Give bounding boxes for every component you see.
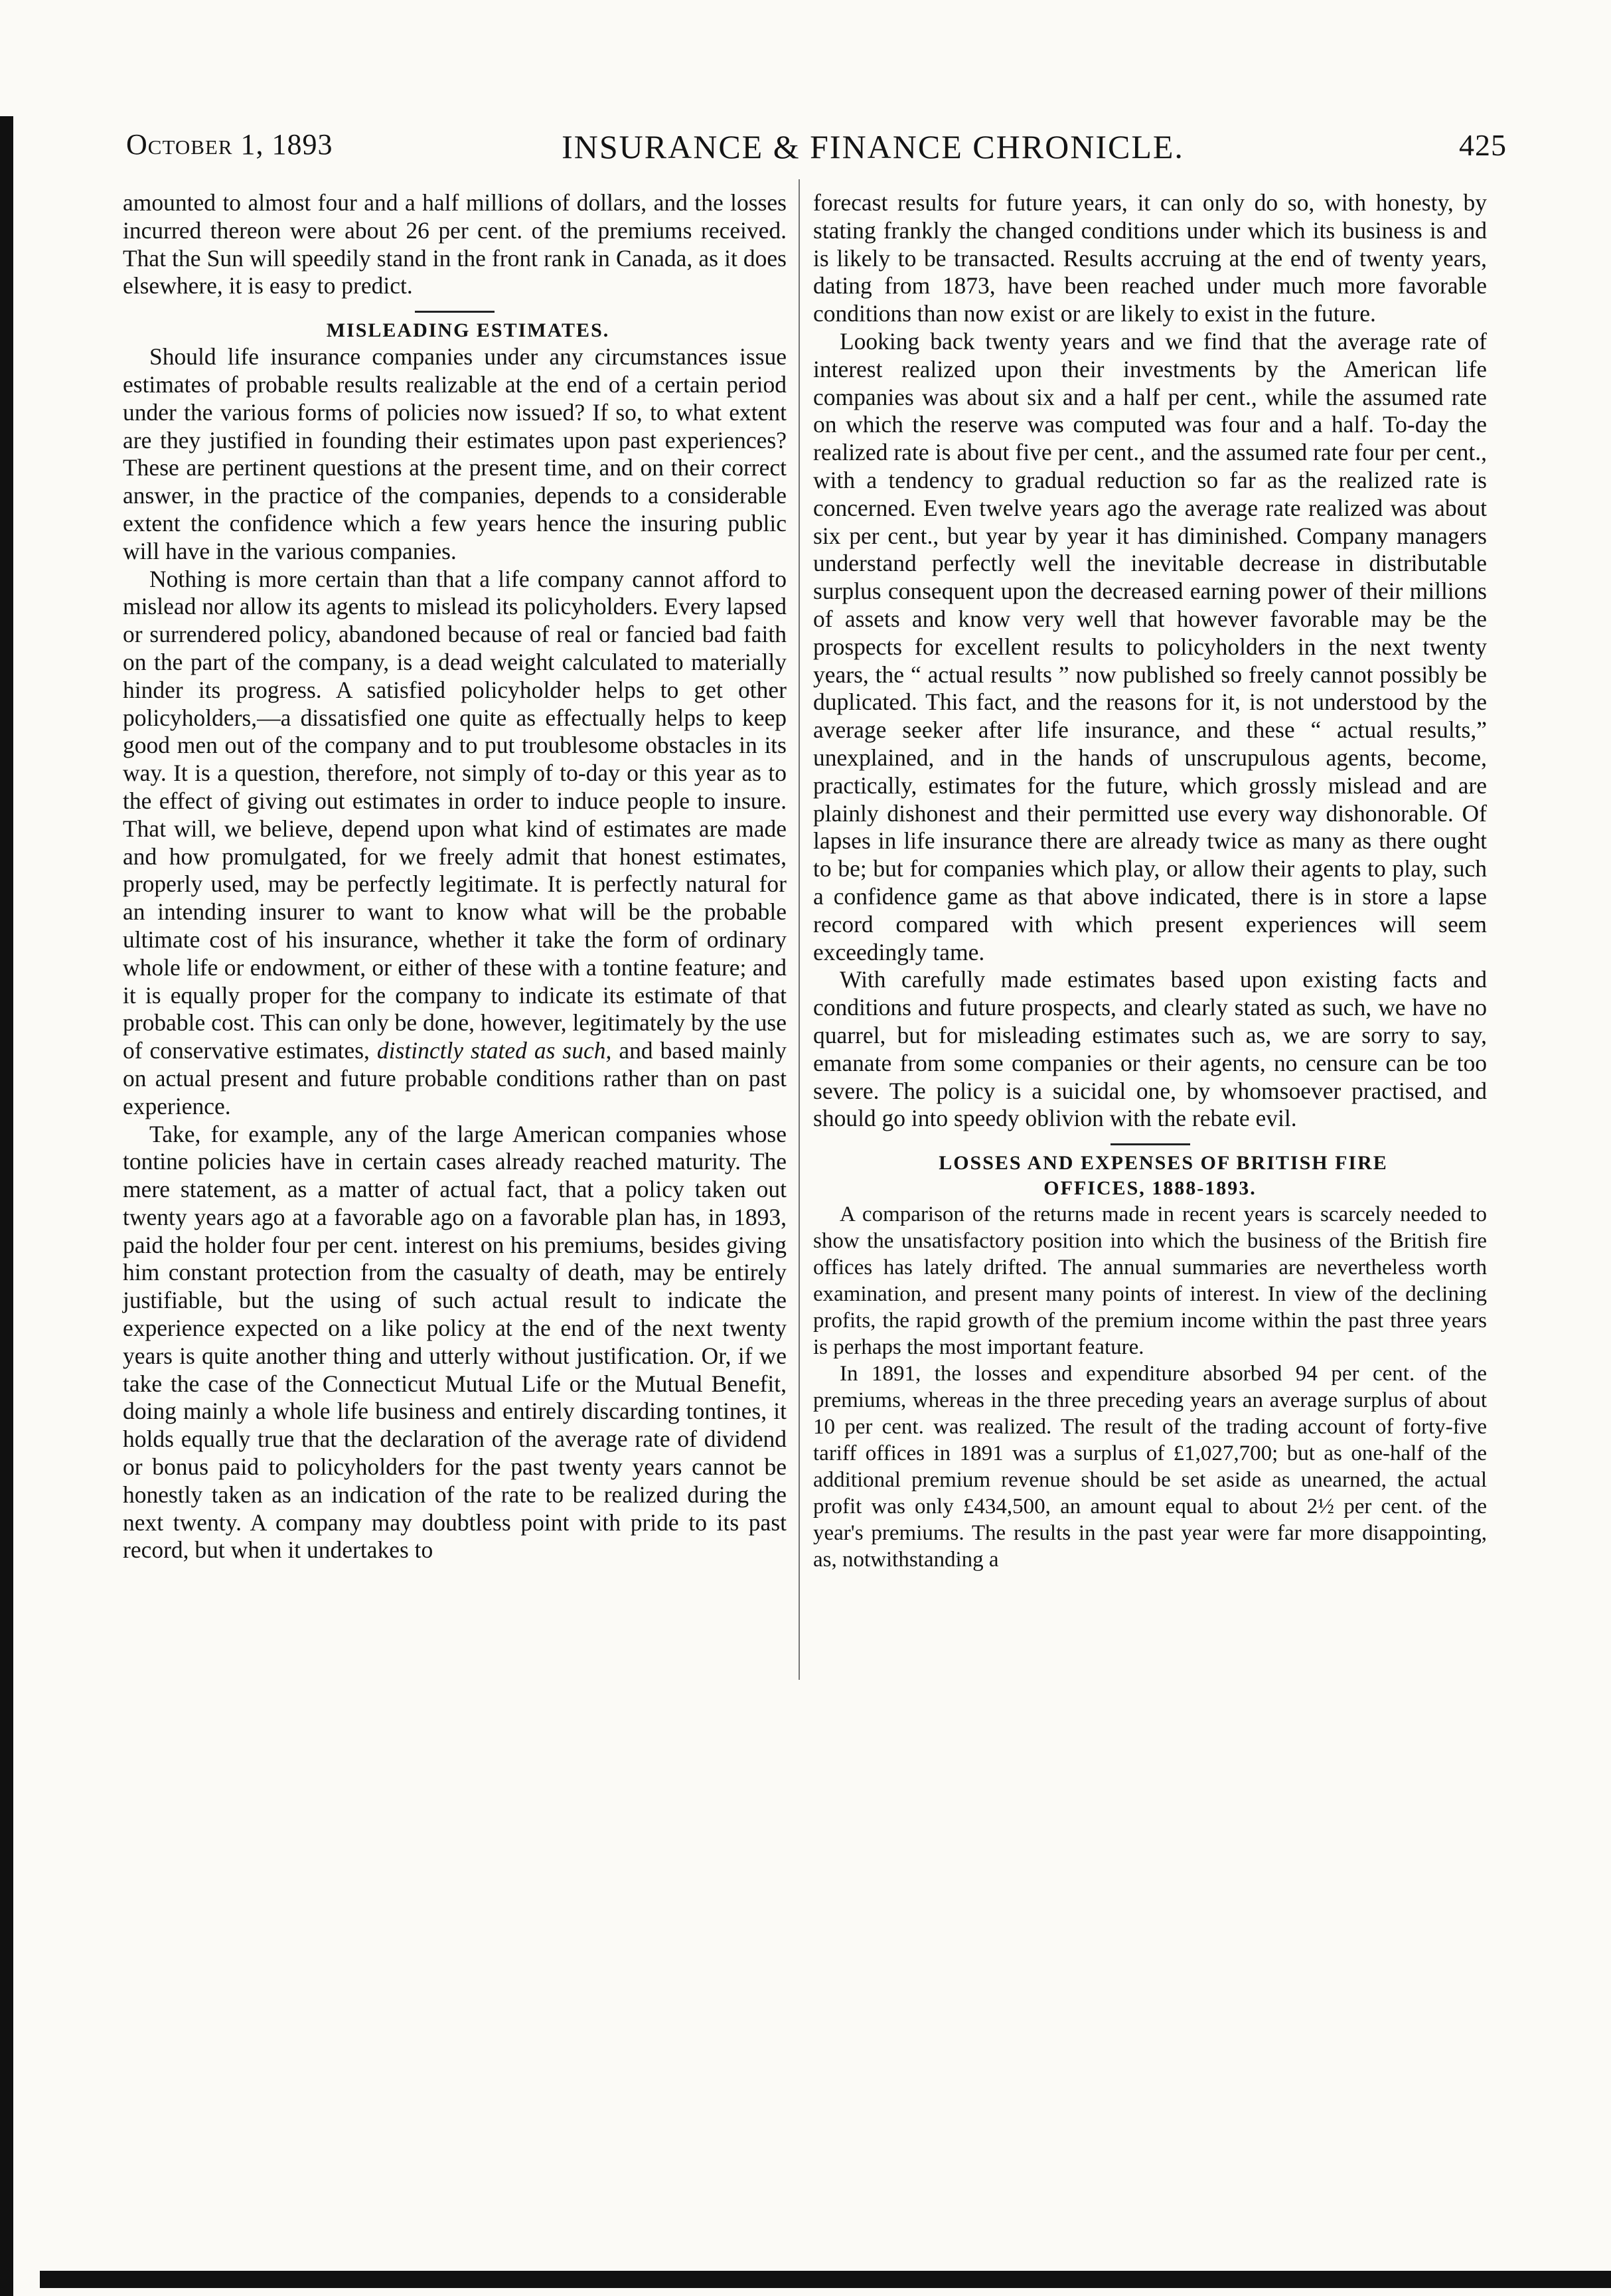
column-divider [799, 179, 800, 1680]
paragraph: Looking back twenty years and we find that the average rate of interest realized upon their investments by the American life companies was about six and a half per cent., while the assumed rate on which the reserve was computed was four and a half. To-day the realized rate is about five per cent., and the assumed rate four per cent., with a tendency to gradual reduction so far as the realized rate is concerned. Even twelve years ago the average rate realized was about six per cent., but year by year it has diminished. Company managers understand perfectly well the inevitable decrease in distributable surplus consequent upon the decreased earning power of their millions of assets and know very well that however favorable may be the prospects for excellent results to policyholders in the next twenty years, the “ actual results ” now published so freely cannot possibly be duplicated. This fact, and the reasons for it, is not understood by the average seeker after life insurance, and these “ actual results,” unexplained, and in the hands of unscrupulous agents, become, practically, estimates for the future, which grossly mislead and are plainly dishonest and their permitted use every way dishonorable. Of lapses in life insurance there are already twice as many as there ought to be; but for companies which play, or allow their agents to play, such a confidence game as that above indicated, there is in store a lapse record compared with which present experiences will seem exceedingly tame. [813, 327, 1487, 965]
paragraph: In 1891, the losses and expenditure absorbed 94 per cent. of the premiums, whereas in the three preceding years an average surplus of about 10 per cent. was realized. The result of the trading account of forty-five tariff offices in 1891 was a surplus of £1,027,700; but as one-half of the additional premium revenue should be set aside as unearned, the actual profit was only £434,500, an amount equal to about 2½ per cent. of the year's premiums. The results in the past year were far more disappointing, as, notwithstanding a [813, 1362, 1487, 1572]
section-heading-line: LOSSES AND EXPENSES OF BRITISH FIRE [939, 1152, 1388, 1175]
paragraph: A comparison of the returns made in recent years is scarcely needed to show the unsatisfactory position into which the business of the British fire offices has lately drifted. The annual summaries are nevertheless worth examination, and present many points of interest. In view of the declining profits, the rapid growth of the premium income within the past three years is perhaps the most important feature. [813, 1202, 1487, 1360]
paragraph: With carefully made estimates based upon existing facts and conditions and future prospects, and clearly stated as such, we have no quarrel, but for misleading estimates such as, we are sorry to say, emanate from some companies or their agents, no censure can be too severe. The policy is a suicidal one, by whomsoever practised, and should go into speedy oblivion with the rebate evil. [813, 966, 1487, 1132]
bottom-scan-edge [40, 2271, 1611, 2288]
paragraph: Take, for example, any of the large American companies whose tontine policies have in certain cases already reached maturity. The mere statement, as a matter of actual fact, that a policy taken out twenty years ago at a favorable ago on a favorable plan has, in 1893, paid the holder four per cent. interest on his premiums, besides giving him constant protection from the casualty of death, may be entirely justifiable, but the using of such actual result to indicate the experience expected on a like policy at the end of the next twenty years is quite another thing and utterly without justification. Or, if we take the case of the Connecticut Mutual Life or the Mutual Benefit, doing mainly a whole life business and entirely discarding tontines, it holds equally true that the declaration of the average rate of dividend or bonus paid to policyholders for the past twenty years cannot be honestly taken as an indication of the rate to be realized during the next twenty. A company may doubtless point with pride to its past record, but when it undertakes to [123, 1120, 787, 1564]
running-head [126, 127, 1507, 167]
italic-emphasis: distinctly stated as such, [376, 1037, 612, 1064]
right-column [813, 189, 1487, 1573]
paragraph-text: Nothing is more certain than that a life company cannot afford to mislead nor allow its agents to mislead its policyholders. Every lapsed or surrendered policy, abandoned because of real or fancied bad faith on the part of the company, is a dead weight calculated to materially hinder its progress. A satisfied policyholder helps to get other policyholders,—a dissatisfied one quite as effectually helps to keep good men out of the company and to put troublesome obstacles in its way. It is a question, therefore, not simply of to-day or this year as to the effect of giving out estimates in order to induce people to insure. That will, we believe, depend upon what kind of estimates are made and how promulgated, for we freely admit that honest estimates, properly used, may be perfectly legitimate. It is perfectly natural for an intending insurer to want to know what will be the probable ultimate cost of his insurance, whether it take the form of ordinary whole life or endowment, or either of these with a tontine feature; and it is equally proper for the company to indicate its estimate of that probable cost. This can only be done, however, legitimately by the use of conservative estimates, [123, 565, 787, 1064]
intro-paragraph: amounted to almost four and a half millions of dollars, and the losses incurred thereon were about 26 per cent. of the premiums received. That the Sun will speedily stand in the front rank in Canada, as it does elsewhere, it is easy to predict. [123, 189, 787, 299]
section-rule [1111, 1143, 1190, 1145]
section-heading-british-fire-offices [813, 1151, 1487, 1201]
issue-date: October 1, 1893 [126, 128, 333, 161]
scan-edge-shadow [0, 116, 13, 2296]
page-number: 425 [1459, 128, 1507, 162]
paragraph: Should life insurance companies under any circumstances issue estimates of probable results realizable at the end of a certain period under the various forms of policies now issued? If so, to what extent are they justified in founding their estimates upon past experiences? These are pertinent questions at the present time, and on their correct answer, in the practice of the companies, depends to a considerable extent the confidence which a few years hence the insuring public will have in the various companies. [123, 343, 787, 564]
paragraph-text: and based mainly on actual present and future probable conditions rather than on past experience. [123, 1037, 787, 1119]
paragraph [123, 566, 787, 1121]
paragraph-continued: forecast results for future years, it can only do so, with honesty, by stating frankly the changed conditions under which its business is and is likely to be transacted. Results accruing at the end of twenty years, dating from 1873, have been reached under much more favorable conditions than now exist or are likely to exist in the future. [813, 189, 1487, 327]
section-heading-misleading-estimates: MISLEADING ESTIMATES. [326, 319, 610, 342]
left-column [123, 189, 787, 1564]
publication-title: INSURANCE & FINANCE CHRONICLE. [562, 128, 1184, 165]
section-rule [415, 311, 495, 313]
section-heading-line: OFFICES, 1888-1893. [1043, 1177, 1257, 1200]
